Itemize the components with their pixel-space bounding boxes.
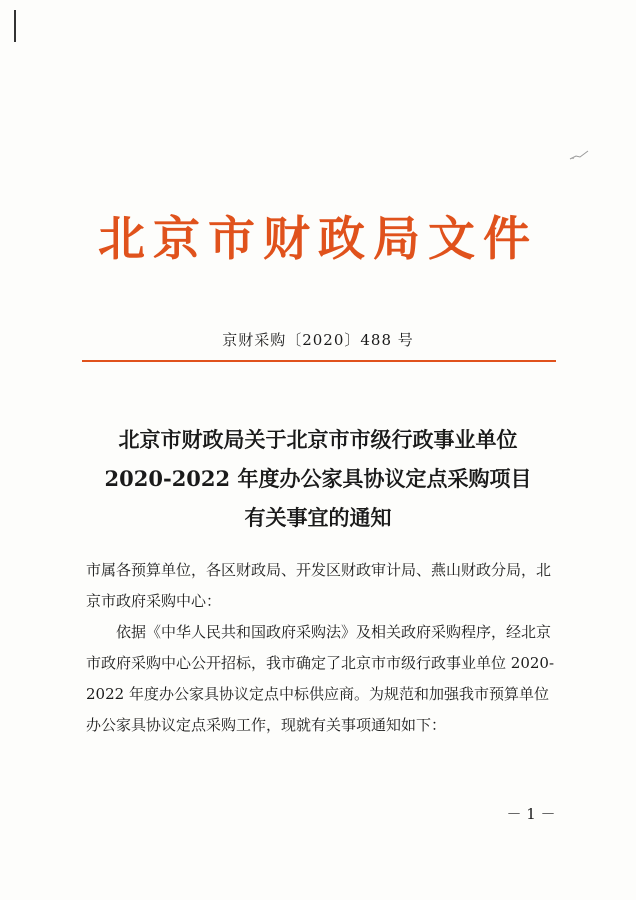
body-paragraph-1: 依据《中华人民共和国政府采购法》及相关政府采购程序，经北京市政府采购中心公开招标，我市确定了北京市市级行政事业单位 2020-2022 年度办公家具协议定点中标供应商。为规范和加强我市预算单位办公家具协议定点采购工作，现就有关事项通知如下： [86, 623, 555, 734]
document-number: 京财采购〔2020〕488 号 [222, 331, 414, 349]
title-line-1: 北京市财政局关于北京市市级行政事业单位 [118, 427, 518, 452]
document-masthead: 北京市财政局文件 [98, 212, 538, 267]
ink-smudge-mark [568, 148, 590, 162]
notice-title [60, 420, 576, 537]
page-number: － 1 － [506, 805, 556, 823]
notice-body [86, 555, 556, 741]
masthead-divider-rule [82, 360, 556, 362]
scan-edge-mark [14, 10, 16, 42]
addressee-paragraph: 市属各预算单位，各区财政局、开发区财政审计局、燕山财政分局，北京市政府采购中心： [86, 561, 552, 610]
title-line-2: 2020-2022 年度办公家具协议定点采购项目 [104, 466, 532, 491]
title-line-3: 有关事宜的通知 [244, 505, 392, 530]
